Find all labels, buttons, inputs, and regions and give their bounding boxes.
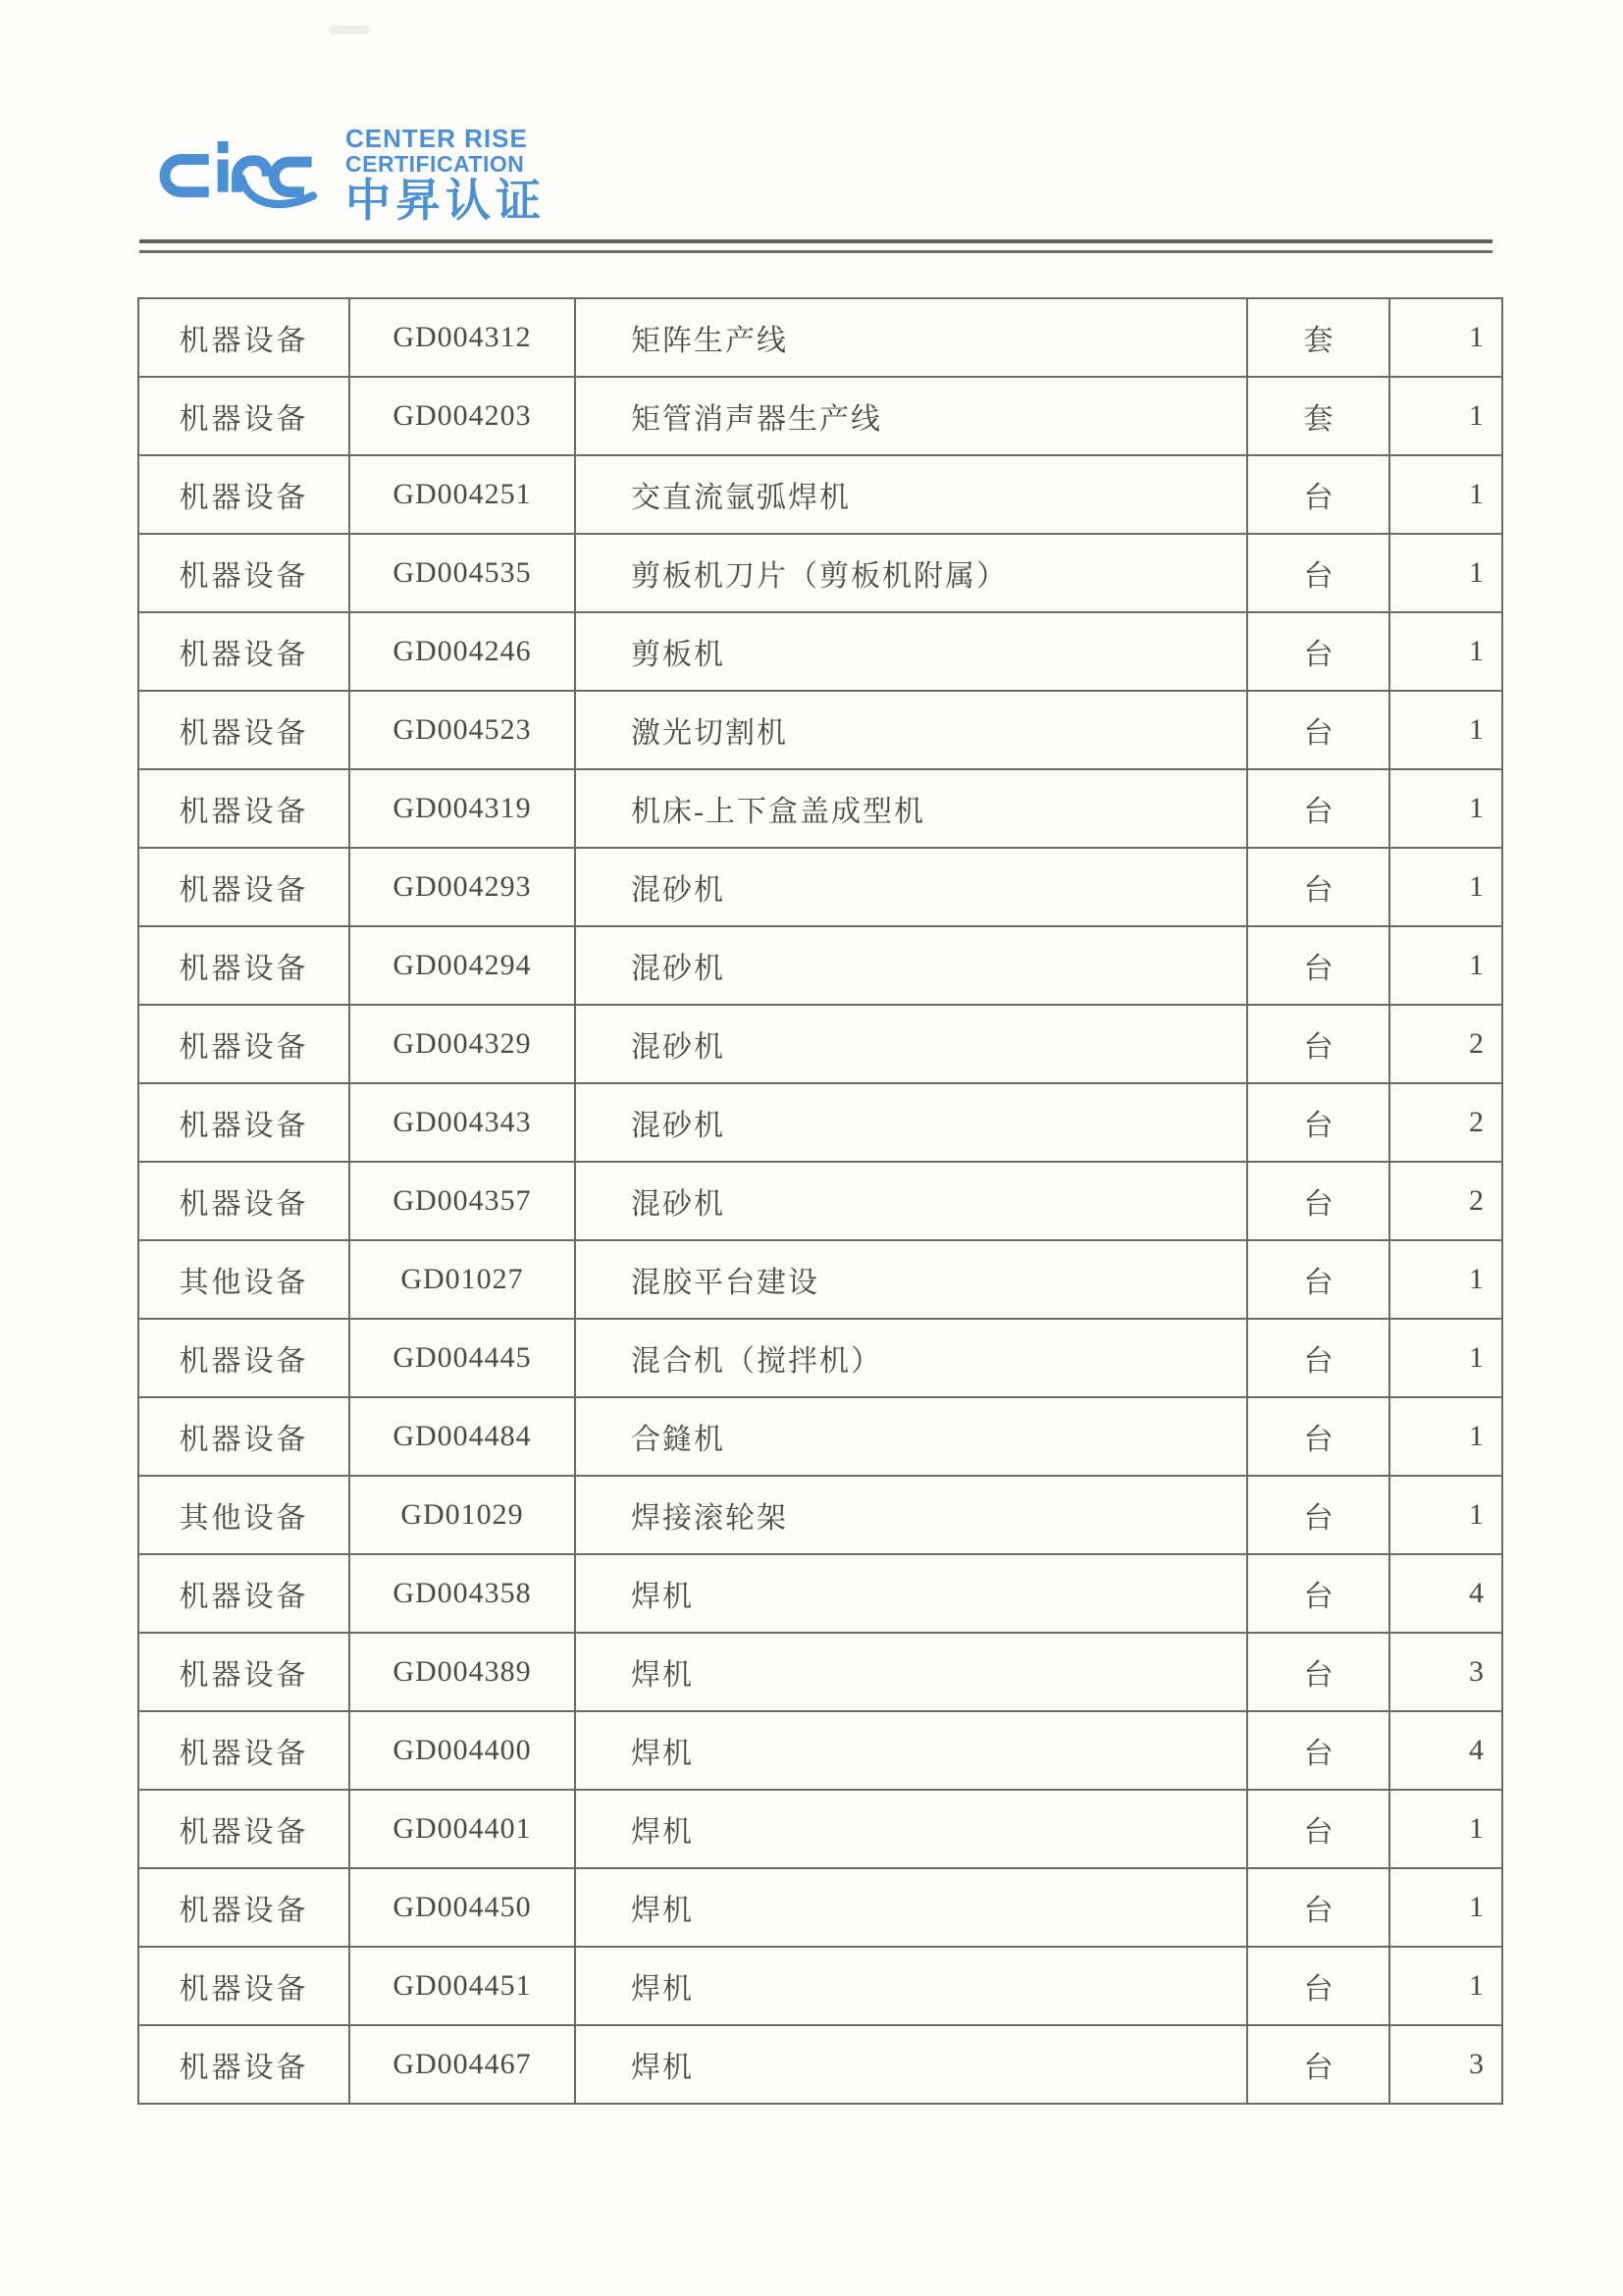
unit-cell: 套 — [1247, 298, 1389, 377]
quantity-cell: 1 — [1389, 1397, 1502, 1476]
unit-cell: 台 — [1247, 1162, 1389, 1240]
table-row — [138, 1083, 1502, 1162]
name-cell: 矩阵生产线 — [575, 298, 1247, 377]
unit-cell: 台 — [1247, 534, 1389, 612]
name-cell: 焊机 — [575, 1947, 1247, 2025]
table-row — [138, 1633, 1502, 1711]
quantity-cell: 1 — [1389, 612, 1502, 691]
table-row — [138, 1319, 1502, 1397]
name-cell: 焊机 — [575, 2025, 1247, 2104]
unit-cell: 台 — [1247, 1476, 1389, 1554]
unit-cell: 台 — [1247, 769, 1389, 848]
code-cell: GD004251 — [349, 455, 575, 534]
unit-cell: 台 — [1247, 1240, 1389, 1319]
name-cell: 混砂机 — [575, 1005, 1247, 1083]
quantity-cell: 4 — [1389, 1711, 1502, 1790]
name-cell: 焊机 — [575, 1711, 1247, 1790]
category-cell: 机器设备 — [138, 1947, 349, 2025]
unit-cell: 台 — [1247, 1790, 1389, 1868]
table-row — [138, 612, 1502, 691]
unit-cell: 套 — [1247, 377, 1389, 455]
name-cell: 机床-上下盒盖成型机 — [575, 769, 1247, 848]
table-row — [138, 691, 1502, 769]
logo-name-line1: CENTER RISE — [345, 124, 528, 153]
table-row — [138, 1790, 1502, 1868]
crc-logo-icon — [147, 139, 336, 216]
code-cell: GD004343 — [349, 1083, 575, 1162]
category-cell: 机器设备 — [138, 298, 349, 377]
category-cell: 机器设备 — [138, 2025, 349, 2104]
table-row — [138, 455, 1502, 534]
code-cell: GD004401 — [349, 1790, 575, 1868]
name-cell: 混砂机 — [575, 926, 1247, 1005]
category-cell: 机器设备 — [138, 926, 349, 1005]
quantity-cell: 1 — [1389, 534, 1502, 612]
scan-artifact — [329, 26, 370, 34]
unit-cell: 台 — [1247, 2025, 1389, 2104]
quantity-cell: 1 — [1389, 377, 1502, 455]
quantity-cell: 1 — [1389, 1319, 1502, 1397]
name-cell: 混砂机 — [575, 848, 1247, 926]
unit-cell: 台 — [1247, 1633, 1389, 1711]
table-row — [138, 1240, 1502, 1319]
table-row — [138, 1947, 1502, 2025]
name-cell: 混胶平台建设 — [575, 1240, 1247, 1319]
name-cell: 混砂机 — [575, 1162, 1247, 1240]
table-row — [138, 377, 1502, 455]
name-cell: 剪板机 — [575, 612, 1247, 691]
unit-cell: 台 — [1247, 1554, 1389, 1633]
name-cell: 混合机（搅拌机） — [575, 1319, 1247, 1397]
category-cell: 机器设备 — [138, 1319, 349, 1397]
code-cell: GD004484 — [349, 1397, 575, 1476]
quantity-cell: 1 — [1389, 1790, 1502, 1868]
table-row — [138, 1397, 1502, 1476]
name-cell: 合鏠机 — [575, 1397, 1247, 1476]
category-cell: 机器设备 — [138, 1633, 349, 1711]
quantity-cell: 3 — [1389, 2025, 1502, 2104]
quantity-cell: 2 — [1389, 1005, 1502, 1083]
category-cell: 机器设备 — [138, 1868, 349, 1947]
category-cell: 机器设备 — [138, 769, 349, 848]
unit-cell: 台 — [1247, 1868, 1389, 1947]
name-cell: 焊机 — [575, 1554, 1247, 1633]
quantity-cell: 1 — [1389, 926, 1502, 1005]
table-row — [138, 2025, 1502, 2104]
name-cell: 焊机 — [575, 1868, 1247, 1947]
name-cell: 混砂机 — [575, 1083, 1247, 1162]
name-cell: 矩管消声器生产线 — [575, 377, 1247, 455]
category-cell: 机器设备 — [138, 1554, 349, 1633]
quantity-cell: 1 — [1389, 1240, 1502, 1319]
category-cell: 机器设备 — [138, 1790, 349, 1868]
unit-cell: 台 — [1247, 1947, 1389, 2025]
name-cell: 焊接滚轮架 — [575, 1476, 1247, 1554]
unit-cell: 台 — [1247, 1083, 1389, 1162]
code-cell: GD01027 — [349, 1240, 575, 1319]
category-cell: 机器设备 — [138, 377, 349, 455]
category-cell: 机器设备 — [138, 691, 349, 769]
table-row — [138, 769, 1502, 848]
unit-cell: 台 — [1247, 455, 1389, 534]
unit-cell: 台 — [1247, 848, 1389, 926]
quantity-cell: 1 — [1389, 298, 1502, 377]
table-row — [138, 1476, 1502, 1554]
code-cell: GD004535 — [349, 534, 575, 612]
name-cell: 剪板机刀片（剪板机附属） — [575, 534, 1247, 612]
logo-name-line2: CERTIFICATION — [345, 151, 525, 177]
quantity-cell: 2 — [1389, 1162, 1502, 1240]
code-cell: GD004294 — [349, 926, 575, 1005]
code-cell: GD004523 — [349, 691, 575, 769]
unit-cell: 台 — [1247, 1005, 1389, 1083]
code-cell: GD004400 — [349, 1711, 575, 1790]
code-cell: GD004312 — [349, 298, 575, 377]
code-cell: GD004389 — [349, 1633, 575, 1711]
code-cell: GD004450 — [349, 1868, 575, 1947]
code-cell: GD004358 — [349, 1554, 575, 1633]
category-cell: 机器设备 — [138, 1005, 349, 1083]
table-row — [138, 1554, 1502, 1633]
table-row — [138, 926, 1502, 1005]
company-logo — [147, 126, 546, 225]
table-row — [138, 534, 1502, 612]
quantity-cell: 2 — [1389, 1083, 1502, 1162]
table-row — [138, 1162, 1502, 1240]
table-row — [138, 1005, 1502, 1083]
unit-cell: 台 — [1247, 612, 1389, 691]
code-cell: GD004293 — [349, 848, 575, 926]
category-cell: 机器设备 — [138, 1162, 349, 1240]
category-cell: 机器设备 — [138, 1083, 349, 1162]
category-cell: 其他设备 — [138, 1476, 349, 1554]
category-cell: 机器设备 — [138, 455, 349, 534]
logo-name-chinese: 中昇认证 — [345, 175, 546, 226]
code-cell: GD004451 — [349, 1947, 575, 2025]
code-cell: GD01029 — [349, 1476, 575, 1554]
code-cell: GD004467 — [349, 2025, 575, 2104]
name-cell: 焊机 — [575, 1790, 1247, 1868]
quantity-cell: 1 — [1389, 1476, 1502, 1554]
quantity-cell: 4 — [1389, 1554, 1502, 1633]
unit-cell: 台 — [1247, 1397, 1389, 1476]
code-cell: GD004445 — [349, 1319, 575, 1397]
quantity-cell: 1 — [1389, 691, 1502, 769]
code-cell: GD004203 — [349, 377, 575, 455]
category-cell: 机器设备 — [138, 612, 349, 691]
quantity-cell: 3 — [1389, 1633, 1502, 1711]
code-cell: GD004319 — [349, 769, 575, 848]
header-divider — [139, 239, 1492, 253]
logo-text-block — [345, 126, 546, 225]
category-cell: 机器设备 — [138, 534, 349, 612]
table-row — [138, 848, 1502, 926]
table-row — [138, 1868, 1502, 1947]
quantity-cell: 1 — [1389, 455, 1502, 534]
category-cell: 其他设备 — [138, 1240, 349, 1319]
name-cell: 焊机 — [575, 1633, 1247, 1711]
quantity-cell: 1 — [1389, 848, 1502, 926]
table-row — [138, 1711, 1502, 1790]
code-cell: GD004246 — [349, 612, 575, 691]
unit-cell: 台 — [1247, 926, 1389, 1005]
code-cell: GD004357 — [349, 1162, 575, 1240]
quantity-cell: 1 — [1389, 1868, 1502, 1947]
code-cell: GD004329 — [349, 1005, 575, 1083]
unit-cell: 台 — [1247, 1711, 1389, 1790]
equipment-table — [137, 297, 1503, 2105]
unit-cell: 台 — [1247, 1319, 1389, 1397]
category-cell: 机器设备 — [138, 1711, 349, 1790]
table-row — [138, 298, 1502, 377]
unit-cell: 台 — [1247, 691, 1389, 769]
category-cell: 机器设备 — [138, 1397, 349, 1476]
name-cell: 交直流氩弧焊机 — [575, 455, 1247, 534]
quantity-cell: 1 — [1389, 1947, 1502, 2025]
name-cell: 激光切割机 — [575, 691, 1247, 769]
category-cell: 机器设备 — [138, 848, 349, 926]
quantity-cell: 1 — [1389, 769, 1502, 848]
